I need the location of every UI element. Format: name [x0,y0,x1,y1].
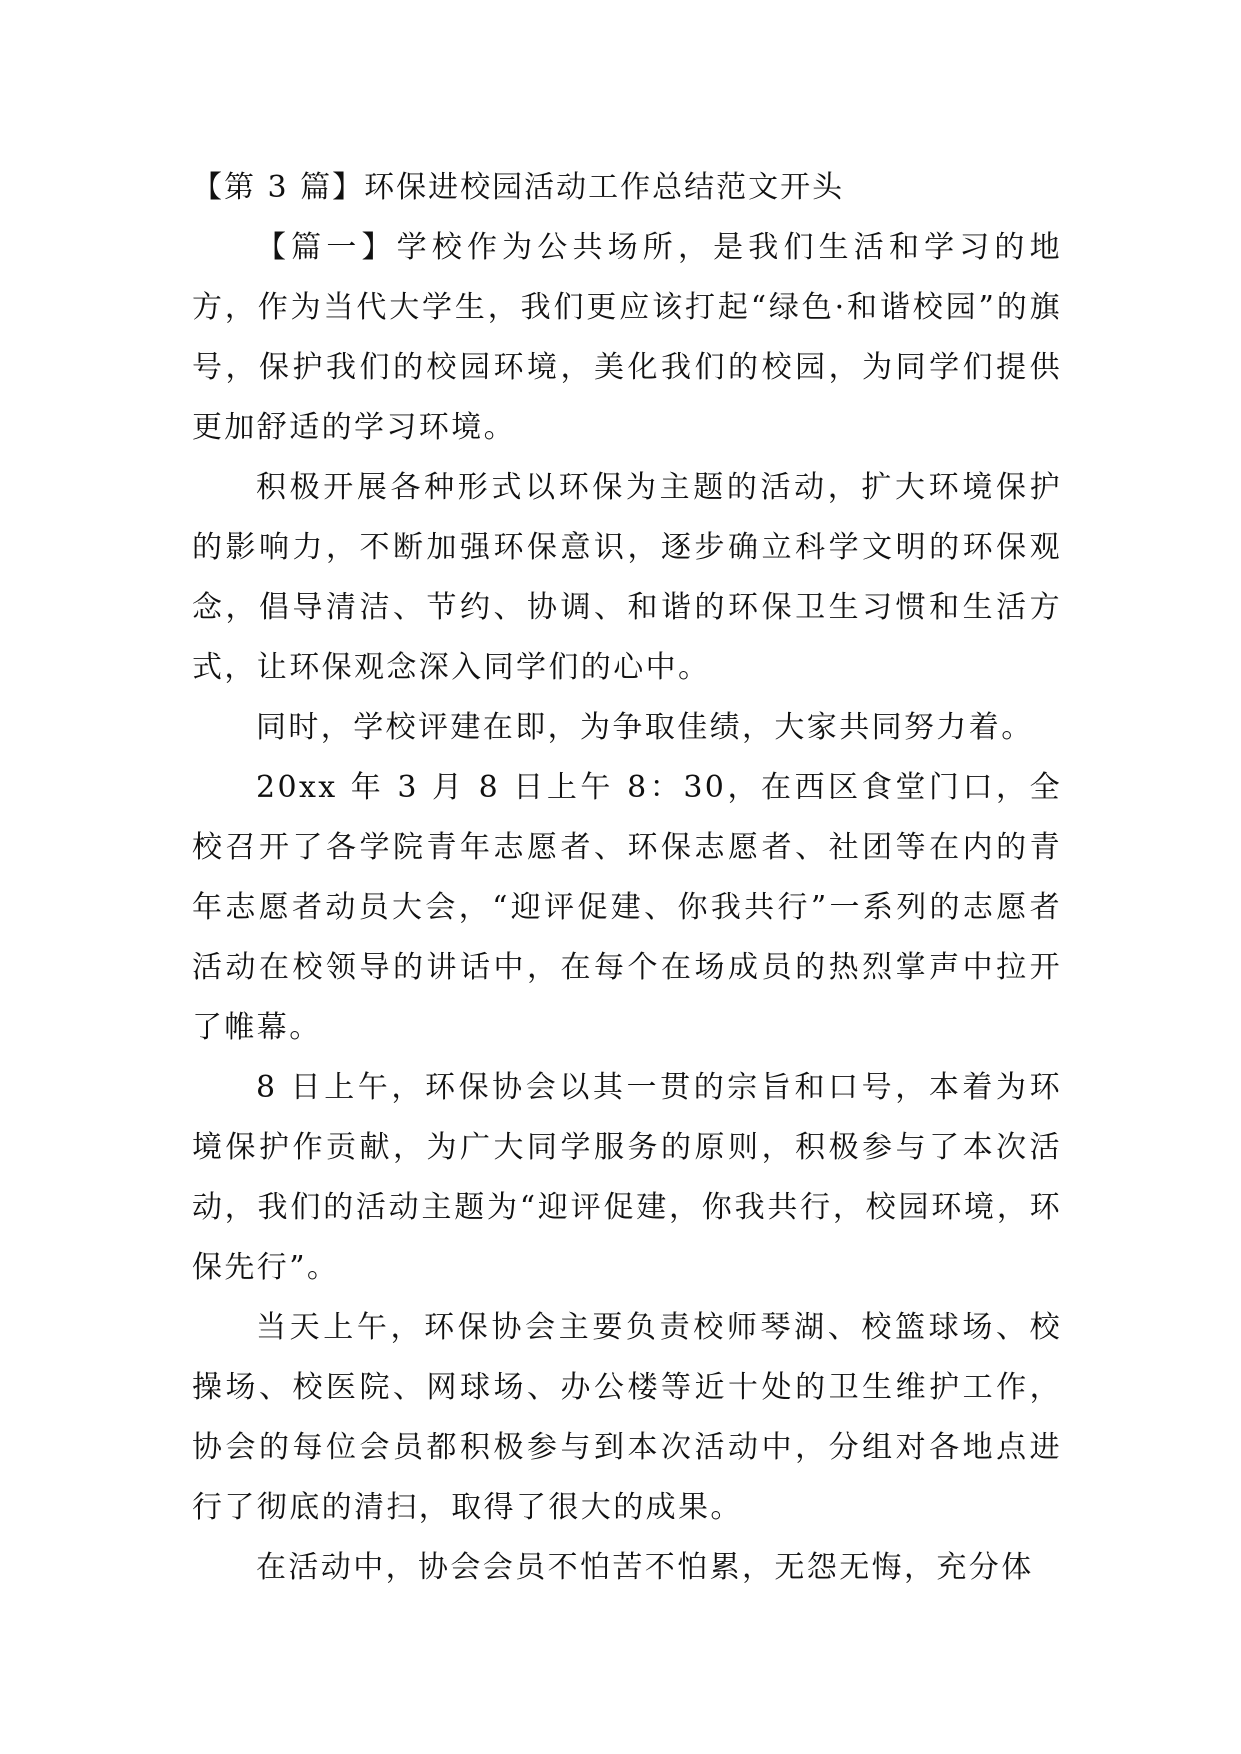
paragraph-cleanup: 当天上午，环保协会主要负责校师琴湖、校篮球场、校操场、校医院、网球场、办公楼等近十处的卫生维护工作，协会的每位会员都积极参与到本次活动中，分组对各地点进行了彻底的清扫，取得了很大的成果。 [192,1310,1062,1525]
paragraph-evaluation: 同时，学校评建在即，为争取佳绩，大家共同努力着。 [256,710,1034,745]
document-body [192,158,1062,1598]
document-title: 【第 3 篇】环保进校园活动工作总结范文开头 [192,170,845,205]
paragraph-intro: 【篇一】学校作为公共场所，是我们生活和学习的地方，作为当代大学生，我们更应该打起“绿色·和谐校园”的旗号，保护我们的校园环境，美化我们的校园，为同学们提供更加舒适的学习环境。 [192,230,1062,445]
paragraph-members: 在活动中，协会会员不怕苦不怕累，无怨无悔，充分体 [256,1550,1034,1585]
paragraph-activities: 积极开展各种形式以环保为主题的活动，扩大环境保护的影响力，不断加强环保意识，逐步确立科学文明的环保观念，倡导清洁、节约、协调、和谐的环保卫生习惯和生活方式，让环保观念深入同学们的心中。 [192,470,1062,685]
paragraph-theme: 8 日上午，环保协会以其一贯的宗旨和口号，本着为环境保护作贡献，为广大同学服务的原则，积极参与了本次活动，我们的活动主题为“迎评促建，你我共行，校园环境，环保先行”。 [192,1070,1062,1285]
paragraph-mobilization: 20xx 年 3 月 8 日上午 8：30，在西区食堂门口，全校召开了各学院青年志愿者、环保志愿者、社团等在内的青年志愿者动员大会，“迎评促建、你我共行”一系列的志愿者活动在校领导的讲话中，在每个在场成员的热烈掌声中拉开了帷幕。 [192,770,1062,1045]
